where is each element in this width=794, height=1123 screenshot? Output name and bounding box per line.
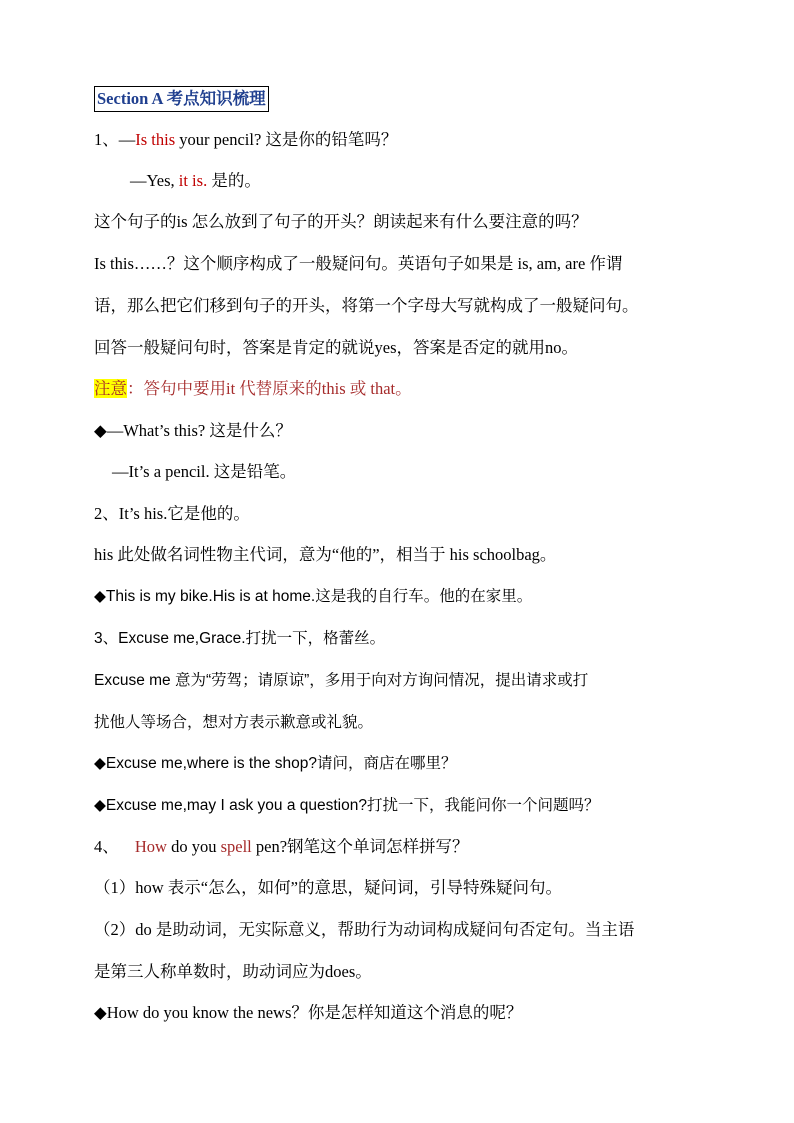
item-1-example-question: ◆—What’s this? 这是什么？	[94, 421, 292, 440]
section-heading: Section A 考点知识梳理	[94, 86, 269, 112]
item-1-para-1: 这个句子的is 怎么放到了句子的开头？朗读起来有什么要注意的吗？	[94, 212, 588, 231]
item-3-example-1: ◆Excuse me,where is the shop?请问，商店在哪里？	[94, 755, 457, 772]
item-1-para-3: 语，那么把它们移到句子的开头，将第一个字母大写就构成了一般疑问句。	[94, 296, 639, 315]
item-4-number: 4、	[94, 837, 123, 856]
item-4-point-1: （1）how 表示“怎么，如何”的意思，疑问词，引导特殊疑问句。	[94, 878, 562, 897]
item-1-answer-rest: 是的。	[207, 171, 261, 190]
item-1-para-2: Is this……？这个顺序构成了一般疑问句。英语句子如果是 is, am, are 作谓	[94, 254, 623, 273]
item-2-example: ◆This is my bike.His is at home.这是我的自行车。他的在家里。	[94, 588, 533, 605]
item-1-para-4: 回答一般疑问句时，答案是肯定的就说yes，答案是否定的就用no。	[94, 338, 578, 357]
item-3-title: 3、Excuse me,Grace.打扰一下，格蕾丝。	[94, 630, 386, 647]
item-1-number: 1、	[94, 130, 119, 149]
item-1-highlight: Is this	[135, 130, 176, 149]
item-3-para-1: Excuse me 意为“劳驾；请原谅”，多用于向对方询问情况，提出请求或打	[94, 672, 589, 689]
item-2-title: 2、It’s his.它是他的。	[94, 504, 250, 523]
item-1-example-answer: —It’s a pencil. 这是铅笔。	[112, 462, 297, 481]
item-4-title	[94, 835, 702, 859]
item-4-point-2a: （2）do 是助动词，无实际意义，帮助行为动词构成疑问句否定句。当主语	[94, 920, 635, 939]
note-text: ：答句中要用it 代替原来的this 或 that。	[127, 379, 412, 398]
item-1-answer	[130, 169, 702, 193]
item-1-question	[94, 128, 702, 152]
item-1-question-rest: your pencil? 这是你的铅笔吗？	[175, 130, 398, 149]
item-4-word-spell: spell	[220, 837, 252, 856]
item-4-mid: do you	[166, 837, 221, 856]
item-1-answer-dash: —Yes,	[130, 171, 179, 190]
item-3-example-2: ◆Excuse me,may I ask you a question?打扰一下，我能问你一个问题吗？	[94, 797, 600, 814]
item-3-para-2: 扰他人等场合，想对方表示歉意或礼貌。	[94, 714, 374, 731]
note-label: 注意	[94, 379, 127, 398]
item-1-dash: —	[118, 130, 136, 149]
item-4-word-how: How	[134, 837, 167, 856]
item-1-answer-highlight: it is.	[178, 171, 208, 190]
item-2-para-1: his 此处做名词性物主代词，意为“他的”，相当于 his schoolbag。	[94, 545, 557, 564]
item-4-example: ◆How do you know the news？你是怎样知道这个消息的呢？	[94, 1003, 523, 1022]
item-4-point-2b: 是第三人称单数时，助动词应为does。	[94, 962, 372, 981]
section-heading-row	[94, 86, 702, 112]
item-1-note	[94, 377, 702, 401]
item-4-title-rest: pen?钢笔这个单词怎样拼写？	[251, 837, 469, 856]
